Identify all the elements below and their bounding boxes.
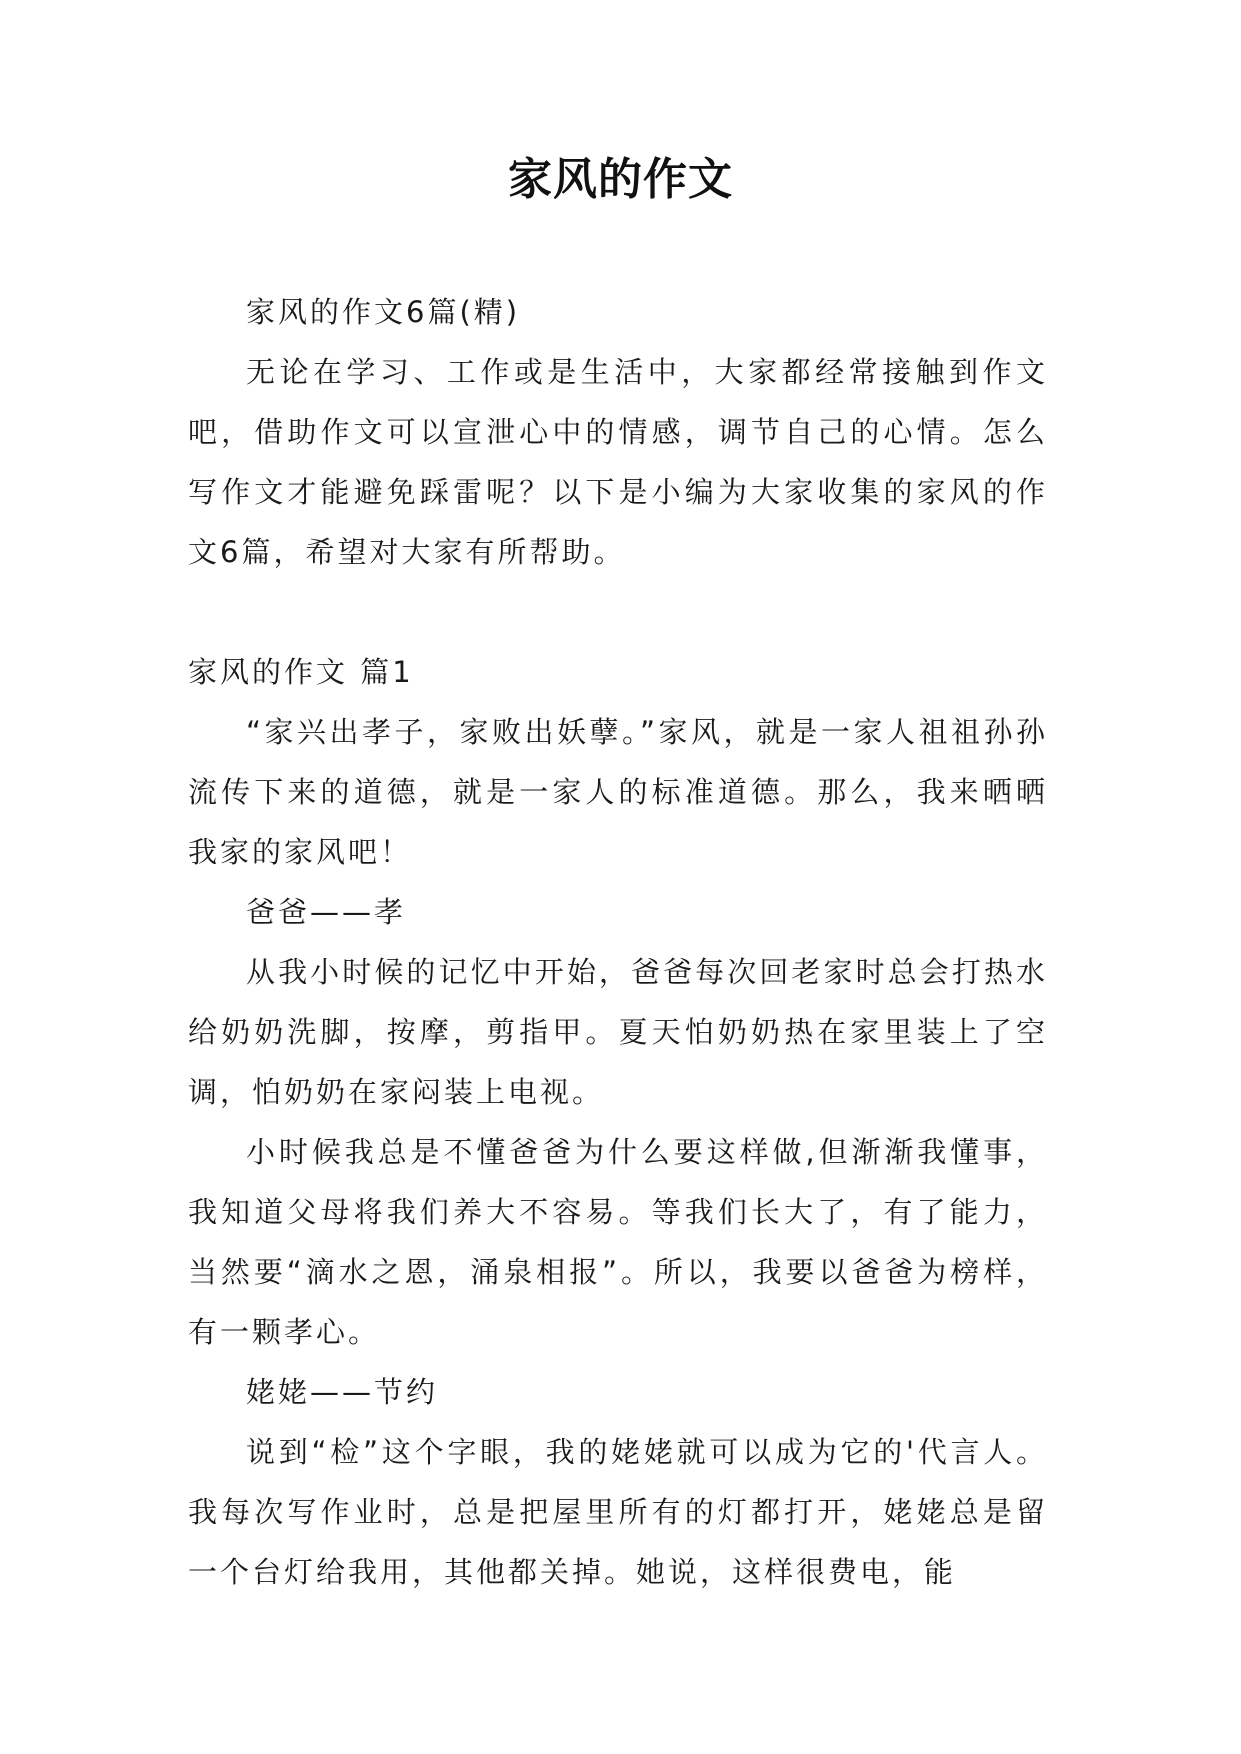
subheading-paragraph: 爸爸——孝 [246, 895, 407, 929]
section-heading: 家风的作文 篇1 [188, 655, 414, 689]
body-paragraph: 说到“检”这个字眼，我的姥姥就可以成为它的'代言人。我每次写作业时，总是把屋里所有的灯都打开，姥姥总是留一个台灯给我用，其他都关掉。她说，这样很费电，能 [188, 1435, 1048, 1589]
body-paragraph: 从我小时候的记忆中开始，爸爸每次回老家时总会打热水给奶奶洗脚，按摩，剪指甲。夏天怕奶奶热在家里装上了空调，怕奶奶在家闷装上电视。 [188, 955, 1048, 1109]
body-paragraph: “家兴出孝子，家败出妖孽。”家风，就是一家人祖祖孙孙流传下来的道德，就是一家人的标准道德。那么，我来晒晒我家的家风吧！ [188, 715, 1048, 869]
document-title: 家风的作文 [508, 154, 733, 205]
subheading-paragraph: 姥姥——节约 [246, 1375, 439, 1409]
intro-paragraph: 无论在学习、工作或是生活中，大家都经常接触到作文吧，借助作文可以宣泄心中的情感，调节自己的心情。怎么写作文才能避免踩雷呢？以下是小编为大家收集的家风的作文6篇，希望对大家有所帮助。 [188, 355, 1048, 569]
body-paragraph: 小时候我总是不懂爸爸为什么要这样做,但渐渐我懂事，我知道父母将我们养大不容易。等我们长大了，有了能力，当然要“滴水之恩，涌泉相报”。所以，我要以爸爸为榜样，有一颗孝心。 [188, 1135, 1048, 1349]
document-body [188, 282, 1048, 1602]
subtitle-paragraph: 家风的作文6篇(精) [246, 295, 521, 329]
